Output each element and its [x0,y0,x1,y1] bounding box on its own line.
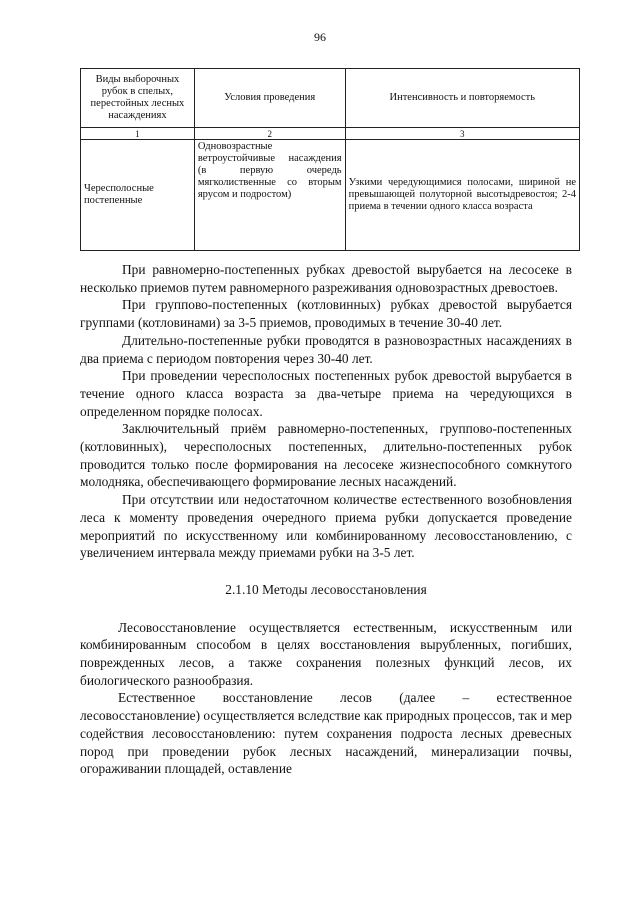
column-number-cell: 2 [194,128,345,140]
paragraph: Лесовосстановление осуществляется естественным, искусственным или комбинированным способом в целях восстановления вырубленных, погибших, поврежденных лесов, а также сохранения полезных функций лесов, их биологического разнообразия. [80,619,572,688]
paragraph: При отсутствии или недостаточном количестве естественного возобновления леса к моменту проведения очередного приема рубки допускается проведение мероприятий по искусственному или комбинированному лесовосстановлению, с увеличением интервала между приемами рубки на 3-5 лет. [80,492,572,561]
cell-conditions: Одновозрастные ветроустойчивые насаждения (в первую очередь мягколиственные со вторым ярусом и подростом) [194,140,345,251]
paragraph: Естественное восстановление лесов (далее – естественное лесовосстановление) осуществляется вследствие как природных процессов, так и мер содействия лесовосстановлению: путем сохранения подроста лесных древесных пород при проведении рубок лесных насаждений, минерализации почвы, огораживании площадей, оставление [80,690,572,777]
paragraph: При группово-постепенных (котловинных) рубках древостой вырубается группами (котловинами) за 3-5 приемов, проводимых в течение 30-40 лет. [80,297,572,331]
paragraph: Длительно-постепенные рубки проводятся в разновозрастных насаждениях в два приема с периодом повторения через 30-40 лет. [80,332,572,366]
logging-methods-table [80,68,580,251]
paragraph: При равномерно-постепенных рубках древостой вырубается на лесосеке в несколько приемов путем равномерного разреживания одновозрастных древостоев. [80,262,572,295]
section-heading: 2.1.10 Методы лесовосстановления [225,581,427,597]
document-body [80,261,572,778]
table-header-row [81,69,580,128]
cell-logging-type: Чересполосные постепенные [81,140,195,251]
header-cell-intensity: Интенсивность и повторяемость [345,69,579,128]
header-cell-conditions: Условия проведения [194,69,345,128]
paragraph: Заключительный приём равномерно-постепенных, группово-постепенных (котловинных), чересполосных постепенных, длительно-постепенных рубок проводится только после формирования на лесосеке жизнеспособного сомкнутого молодняка, обеспечивающего формирование лесных насаждений. [80,421,572,490]
page-number: 96 [314,30,326,44]
column-number-cell: 1 [81,128,195,140]
table-column-number-row [81,128,580,140]
table-row [81,140,580,251]
paragraph: При проведении чересполосных постепенных рубок древостой вырубается в течение одного класса возраста за два-четыре приема на чередующихся в определенном порядке полосах. [80,368,572,419]
column-number-cell: 3 [345,128,579,140]
header-cell-logging-type: Виды выборочных рубок в спелых, перестойных лесных насаждениях [81,69,195,128]
cell-intensity: Узкими чередующимися полосами, шириной не превышающей полуторной высотыдревостоя; 2-4 приема в течении одного класса возраста [345,140,579,251]
